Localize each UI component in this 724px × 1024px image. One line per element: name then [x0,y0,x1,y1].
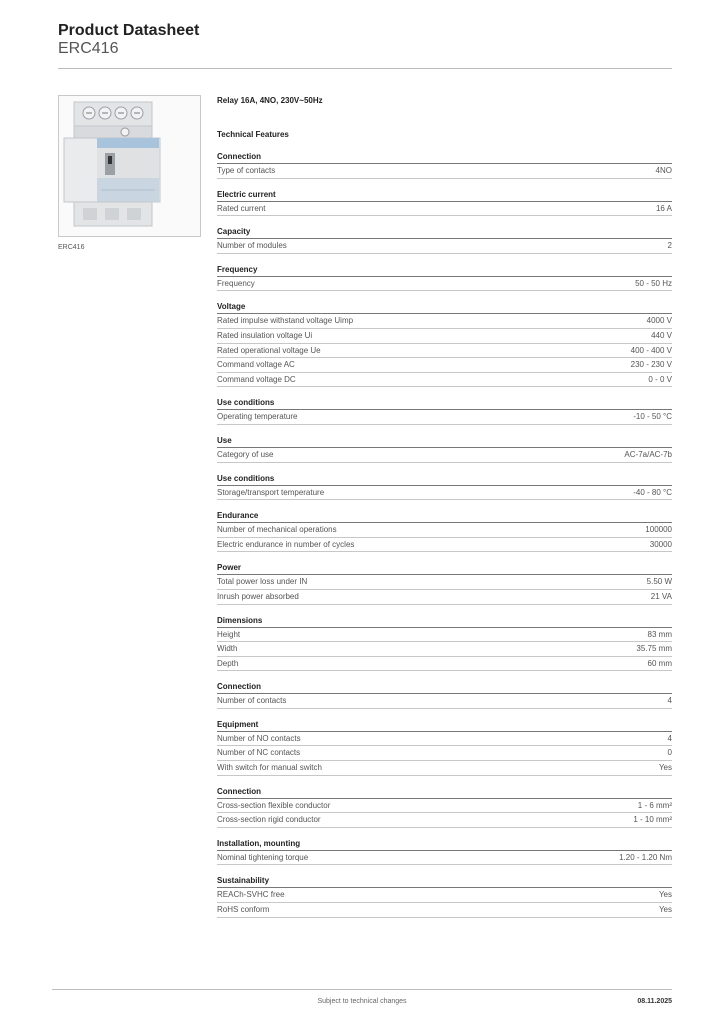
group-title: Frequency [217,263,672,277]
feature-value: -40 - 80 °C [633,487,672,497]
feature-label: Height [217,629,241,639]
group-title: Connection [217,680,672,694]
feature-value: 100000 [645,525,672,535]
footer-divider [52,989,672,990]
feature-label: Electric endurance in number of cycles [217,539,355,549]
feature-row [217,657,672,672]
feature-row [217,732,672,747]
feature-value: 0 [667,748,672,758]
feature-group [217,785,672,828]
feature-row [217,813,672,828]
feature-value: 21 VA [650,591,672,601]
feature-row [217,746,672,761]
group-title: Sustainability [217,874,672,888]
feature-row [217,329,672,344]
relay-device-illustration [59,96,200,236]
feature-value: 230 - 230 V [630,360,672,370]
group-title: Equipment [217,718,672,732]
feature-label: Width [217,644,238,654]
group-title: Dimensions [217,614,672,628]
group-title: Power [217,561,672,575]
feature-value: 4NO [655,166,672,175]
feature-row [217,523,672,538]
feature-label: Rated operational voltage Ue [217,345,321,355]
feature-row [217,903,672,918]
group-title: Voltage [217,300,672,314]
section-title: Technical Features [217,130,289,139]
feature-row [217,410,672,425]
feature-group [217,434,672,463]
feature-label: Depth [217,658,239,668]
feature-group [217,680,672,709]
feature-group [217,263,672,292]
feature-label: Number of modules [217,241,287,251]
feature-group [217,150,672,179]
feature-value: 1 - 10 mm² [633,815,672,825]
group-title: Connection [217,785,672,799]
feature-group [217,874,672,917]
group-title: Use [217,434,672,448]
feature-value: 4 [667,696,672,706]
feature-label: Number of NC contacts [217,748,301,758]
feature-label: Nominal tightening torque [217,852,309,862]
feature-label: Cross-section rigid conductor [217,815,321,825]
feature-value: 30000 [649,539,672,549]
feature-value: 1.20 - 1.20 Nm [619,852,672,862]
feature-row [217,314,672,329]
feature-value: 2 [667,241,672,251]
feature-value: 4000 V [646,316,672,326]
feature-row [217,164,672,179]
feature-label: RoHS conform [217,905,270,915]
group-title: Use conditions [217,472,672,486]
page-title: Product Datasheet [58,22,200,39]
feature-value: AC-7a/AC-7b [624,449,672,459]
feature-row [217,344,672,359]
footer-note: Subject to technical changes [317,998,407,1005]
feature-row [217,358,672,373]
feature-row [217,202,672,217]
feature-group [217,561,672,604]
header-divider [58,68,672,69]
feature-label: Rated impulse withstand voltage Uimp [217,316,354,326]
feature-value: 50 - 50 Hz [635,278,672,288]
group-title: Installation, mounting [217,837,672,851]
feature-row [217,575,672,590]
feature-value: 440 V [651,330,672,340]
feature-group [217,837,672,866]
feature-value: 4 [667,733,672,743]
datasheet-content [217,95,672,927]
feature-label: REACh-SVHC free [217,890,285,900]
group-title: Capacity [217,225,672,239]
feature-label: Storage/transport temperature [217,487,325,497]
group-title: Endurance [217,509,672,523]
feature-group [217,614,672,672]
feature-row [217,590,672,605]
feature-row [217,761,672,776]
feature-group [217,396,672,425]
feature-row [217,628,672,643]
feature-groups [217,150,672,918]
feature-label: Number of NO contacts [217,733,301,743]
feature-value: 60 mm [647,658,672,668]
feature-label: Inrush power absorbed [217,591,299,601]
feature-value: 83 mm [647,629,672,639]
group-title: Use conditions [217,396,672,410]
feature-value: 35.75 mm [636,644,672,654]
feature-value: 1 - 6 mm² [637,800,672,810]
product-image [58,95,201,237]
feature-row [217,694,672,709]
feature-value: 5.50 W [646,577,672,587]
feature-label: Frequency [217,278,255,288]
feature-label: Number of contacts [217,696,287,706]
feature-label: Number of mechanical operations [217,525,337,535]
feature-row [217,448,672,463]
feature-group [217,718,672,776]
feature-label: Operating temperature [217,412,298,422]
feature-group [217,472,672,501]
feature-value: Yes [658,905,672,915]
feature-value: Yes [658,763,672,773]
feature-row [217,277,672,292]
feature-row [217,373,672,388]
product-code: ERC416 [58,40,119,57]
feature-value: 16 A [655,203,672,213]
feature-row [217,799,672,814]
product-description: Relay 16A, 4NO, 230V~50Hz [217,96,323,105]
footer-date: 08.11.2025 [637,998,672,1005]
feature-label: Command voltage DC [217,374,296,384]
feature-label: Category of use [217,449,274,459]
feature-group [217,225,672,254]
feature-label: Rated current [217,203,266,213]
feature-label: Command voltage AC [217,360,295,370]
feature-value: -10 - 50 °C [633,412,672,422]
feature-value: Yes [658,890,672,900]
feature-row [217,486,672,501]
feature-group [217,300,672,387]
group-title: Connection [217,150,672,164]
feature-label: Type of contacts [217,166,276,175]
feature-label: With switch for manual switch [217,763,322,773]
feature-row [217,239,672,254]
feature-value: 400 - 400 V [630,345,672,355]
image-caption: ERC416 [58,244,85,251]
feature-row [217,642,672,657]
feature-group [217,509,672,552]
feature-row [217,538,672,553]
feature-row [217,888,672,903]
feature-group [217,188,672,217]
feature-value: 0 - 0 V [648,374,672,384]
feature-label: Cross-section flexible conductor [217,800,331,810]
document-header [58,22,199,58]
feature-label: Total power loss under IN [217,577,308,587]
group-title: Electric current [217,188,672,202]
feature-label: Rated insulation voltage Ui [217,330,313,340]
feature-row [217,851,672,866]
